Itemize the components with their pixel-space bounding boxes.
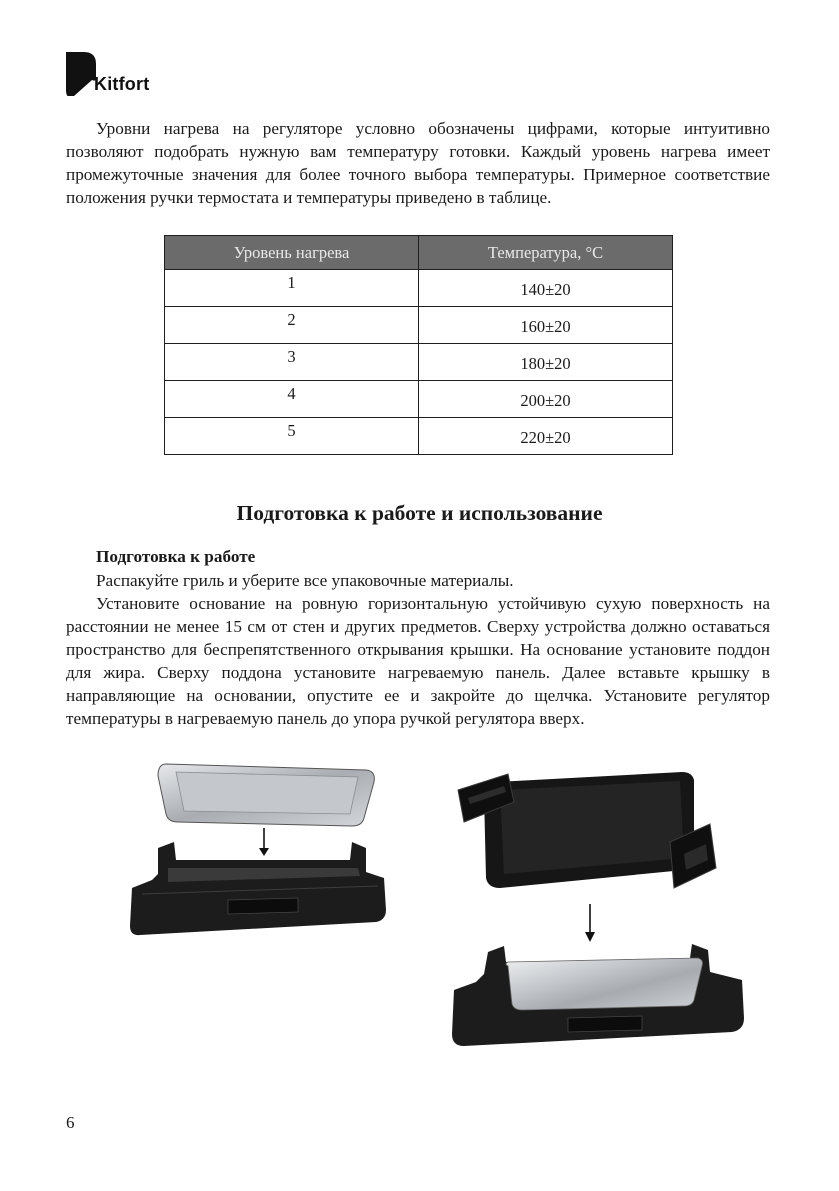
- heating-plate-on-base-illustration: [448, 764, 764, 1070]
- page-number: 6: [66, 1113, 75, 1132]
- level-cell: 5: [165, 418, 419, 455]
- heating-plate-icon: [458, 772, 716, 888]
- unpack-paragraph: Распакуйте гриль и уберите все упаковочные материалы.: [96, 571, 514, 590]
- down-arrow-icon: [259, 828, 269, 856]
- down-arrow-icon: [585, 904, 595, 942]
- kitfort-logo-mark: [66, 52, 96, 96]
- level-cell: 2: [165, 307, 419, 344]
- table-row: [165, 307, 673, 344]
- grill-base-icon: [130, 842, 386, 935]
- level-cell: 3: [165, 344, 419, 381]
- table-row: [165, 344, 673, 381]
- subheading: Подготовка к работе: [96, 547, 256, 566]
- drip-tray-icon: [158, 764, 374, 826]
- temperature-cell: 220±20: [419, 418, 673, 455]
- setup-paragraph: Установите основание на ровную горизонтальную устойчивую сухую поверхность на расстоянии не менее 15 см от стен и других предметов. Сверху устройства должно оставаться пространство для беспрепятственного открывания крышки. На основание установите поддон для жира. Сверху поддона установите нагреваемую панель. Далее вставьте крышку в направляющие на основании, опустите ее и закройте до щелчка. Установите регулятор температуры в нагреваемую панель до упора ручкой регулятора вверх.: [66, 594, 770, 728]
- heat-level-table: [164, 235, 673, 455]
- temperature-cell: 140±20: [419, 270, 673, 307]
- level-cell: 4: [165, 381, 419, 418]
- level-cell: 1: [165, 270, 419, 307]
- table-row: [165, 418, 673, 455]
- assembled-base-icon: [452, 944, 744, 1046]
- table-row: [165, 381, 673, 418]
- intro-paragraph: Уровни нагрева на регуляторе условно обозначены цифрами, которые интуитивно позволяют подобрать нужную вам температуру готовки. Каждый уровень нагрева имеет промежуточные значения для более точного выбора температуры. Примерное соответствие положения ручки термостата и температуры приведено в таблице.: [66, 119, 770, 207]
- temperature-cell: 160±20: [419, 307, 673, 344]
- temperature-cell: 200±20: [419, 381, 673, 418]
- table-row: [165, 270, 673, 307]
- table-header-row: [165, 236, 673, 270]
- drip-tray-on-base-illustration: [128, 760, 398, 945]
- column-header-level: Уровень нагрева: [165, 236, 419, 270]
- section-title: Подготовка к работе и использование: [236, 501, 603, 525]
- column-header-temperature: Температура, °C: [419, 236, 673, 270]
- temperature-cell: 180±20: [419, 344, 673, 381]
- brand-name: Kitfort: [94, 74, 150, 94]
